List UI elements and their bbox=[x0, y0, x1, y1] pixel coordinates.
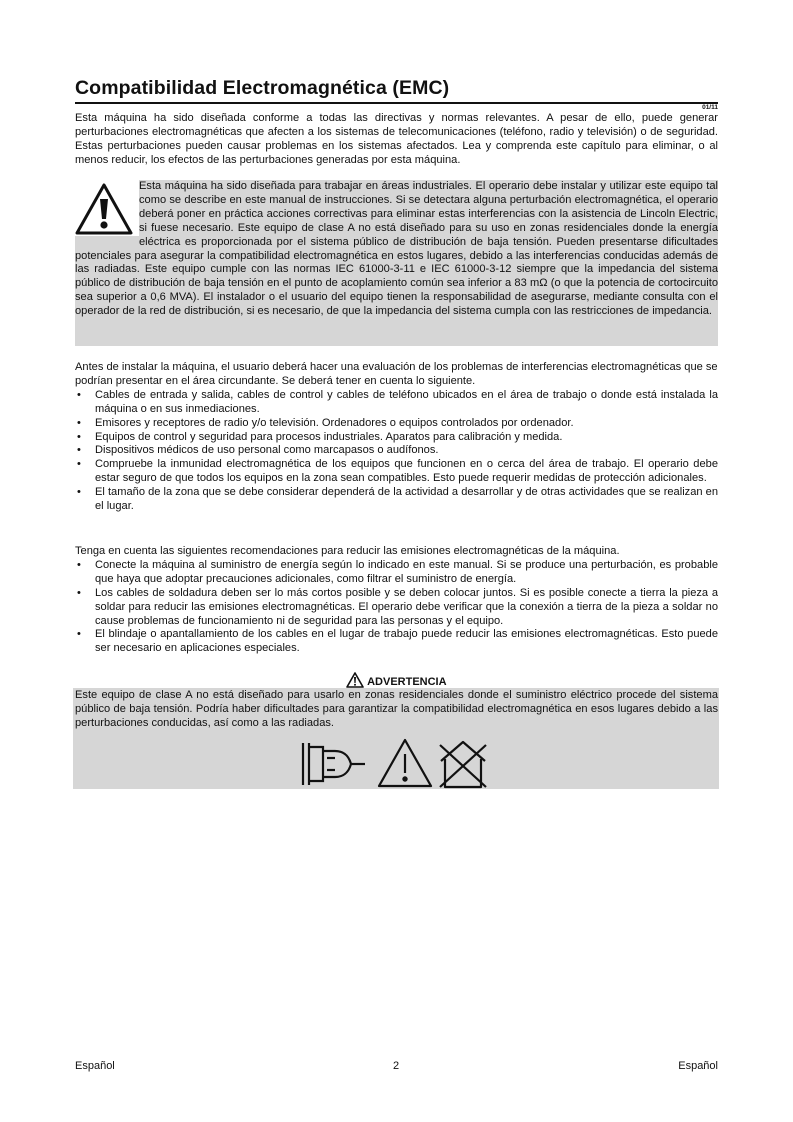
list-item: • Compruebe la inmunidad electromagnética de los equipos que funcionen en o cerca del área de trabajo. El operario debe estar seguro de que todos los equipos en la zona sean compatibles. Esto puede requerir medidas de protección adicionales. bbox=[77, 458, 718, 485]
list-item: • El blindaje o apantallamiento de los cables en el lugar de trabajo puede reducir las emisiones electromagnéticas. Esto puede ser necesario en aplicaciones especiales. bbox=[77, 628, 718, 655]
list-item: • Conecte la máquina al suministro de energía según lo indicado en este manual. Si se produce una perturbación, es probable que haya que adoptar precauciones adicionales, como filtrar el suministro de energía. bbox=[77, 558, 718, 585]
intro-paragraph: Esta máquina ha sido diseñada conforme a todas las directivas y normas relevantes. A pesar de ello, puede generar perturbaciones electromagnéticas que afecten a los sistemas de telecomunicaciones (teléfono, radio y televisión) o de seguridad. Estas perturbaciones pueden causar problemas en los sistemas afectados. Lea y comprenda este capítulo para eliminar, o al menos reducir, los efectos de las perturbaciones generadas por esta máquina. bbox=[75, 112, 718, 166]
warning-icon-cell bbox=[75, 180, 139, 236]
warning-triangle-icon bbox=[379, 740, 431, 786]
page-number: 2 bbox=[393, 1060, 400, 1072]
evaluation-list bbox=[75, 389, 718, 514]
list-item: • Dispositivos médicos de uso personal como marcapasos o audífonos. bbox=[77, 444, 439, 457]
advertencia-text: Este equipo de clase A no está diseñado para usarlo en zonas residenciales donde el suministro eléctrico procede del sistema público de baja tensión. Podría haber dificultades para garantizar la compatibilidad electromagnética en esos lugares debido a las perturbaciones conducidas, así como a las radiadas. bbox=[75, 689, 718, 729]
advertencia-icons bbox=[301, 737, 501, 789]
list-item: • Los cables de soldadura deben ser lo más cortos posible y se deben colocar juntos. Si es posible conecte a tierra la pieza a soldar para reducir las emisiones electromagnéticas. El operario debe verificar que la conexión a tierra de la pieza a soldar no cause problemas de funcionamiento ni de seguridad para las personas y el equipo. bbox=[77, 586, 718, 627]
no-residential-house-icon bbox=[440, 742, 486, 787]
warning-box-text: Esta máquina ha sido diseñada para trabajar en áreas industriales. El operario debe instalar y utilizar este equipo tal como se describe en este manual de instrucciones. Si se detectara alguna perturbación electromagnética, el operario deberá poner en práctica acciones correctivas para eliminar estas interferencias con la asistencia de Lincoln Electric, si fuese necesario. Este equipo de clase A no está diseñado para su uso en zonas residenciales donde la energía eléctrica es proporcionada por el sistema público de distribución de baja tensión. Pueden presentarse dificultades potenciales para asegurar la compatibilidad electromagnética en estos lugares, debido a las interferencias conducidas además de las radiadas. Este equipo cumple con las normas IEC 61000-3-11 e IEC 61000-3-12 siempre que la impedancia del sistema público de distribución de baja tensión en el punto de acoplamiento común sea inferior a 83 mΩ (o que la potencia de cortocircuito sea superior a 0,6 MVA). El instalador o el usuario del equipo tienen la responsabilidad de asegurarse, mediante consulta con el operador de la red de distribución, si es necesario, de que la impedancia del sistema cumpla con las restricciones de impedancia. bbox=[75, 180, 718, 318]
list-item: • Emisores y receptores de radio y/o televisión. Ordenadores o equipos controlados por ordenador. bbox=[77, 416, 574, 429]
warning-triangle-icon bbox=[346, 672, 364, 688]
evaluation-section bbox=[75, 361, 718, 514]
footer-right: Español bbox=[678, 1060, 718, 1072]
recommendations-lead: Tenga en cuenta las siguientes recomendaciones para reducir las emisiones electromagnéticas de la máquina. bbox=[75, 545, 620, 557]
advertencia-icon-row bbox=[301, 737, 501, 789]
recommendations-section bbox=[75, 545, 718, 656]
list-item: • El tamaño de la zona que se debe considerar dependerá de la actividad a desarrollar y de otras actividades que se realizan en el lugar. bbox=[77, 486, 718, 513]
list-item: • Cables de entrada y salida, cables de control y cables de teléfono ubicados en el área de trabajo o donde está instalada la máquina o en sus inmediaciones. bbox=[77, 388, 718, 415]
recommendations-list bbox=[75, 559, 718, 656]
evaluation-lead: Antes de instalar la máquina, el usuario deberá hacer una evaluación de los problemas de interferencias electromagnéticas que se podrían presentar en el área circundante. Se deberá tener en cuenta lo siguiente. bbox=[75, 361, 718, 387]
advertencia-label: ADVERTENCIA bbox=[367, 676, 447, 688]
plug-icon bbox=[303, 743, 365, 785]
list-item: • Equipos de control y seguridad para procesos industriales. Aparatos para calibración y medida. bbox=[77, 430, 563, 443]
footer-left: Español bbox=[75, 1060, 115, 1072]
revision-code: 01/11 bbox=[702, 104, 718, 111]
page-title: Compatibilidad Electromagnética (EMC) bbox=[75, 76, 718, 104]
warning-triangle-icon bbox=[75, 182, 133, 236]
warning-box-text-wrap bbox=[75, 180, 718, 319]
